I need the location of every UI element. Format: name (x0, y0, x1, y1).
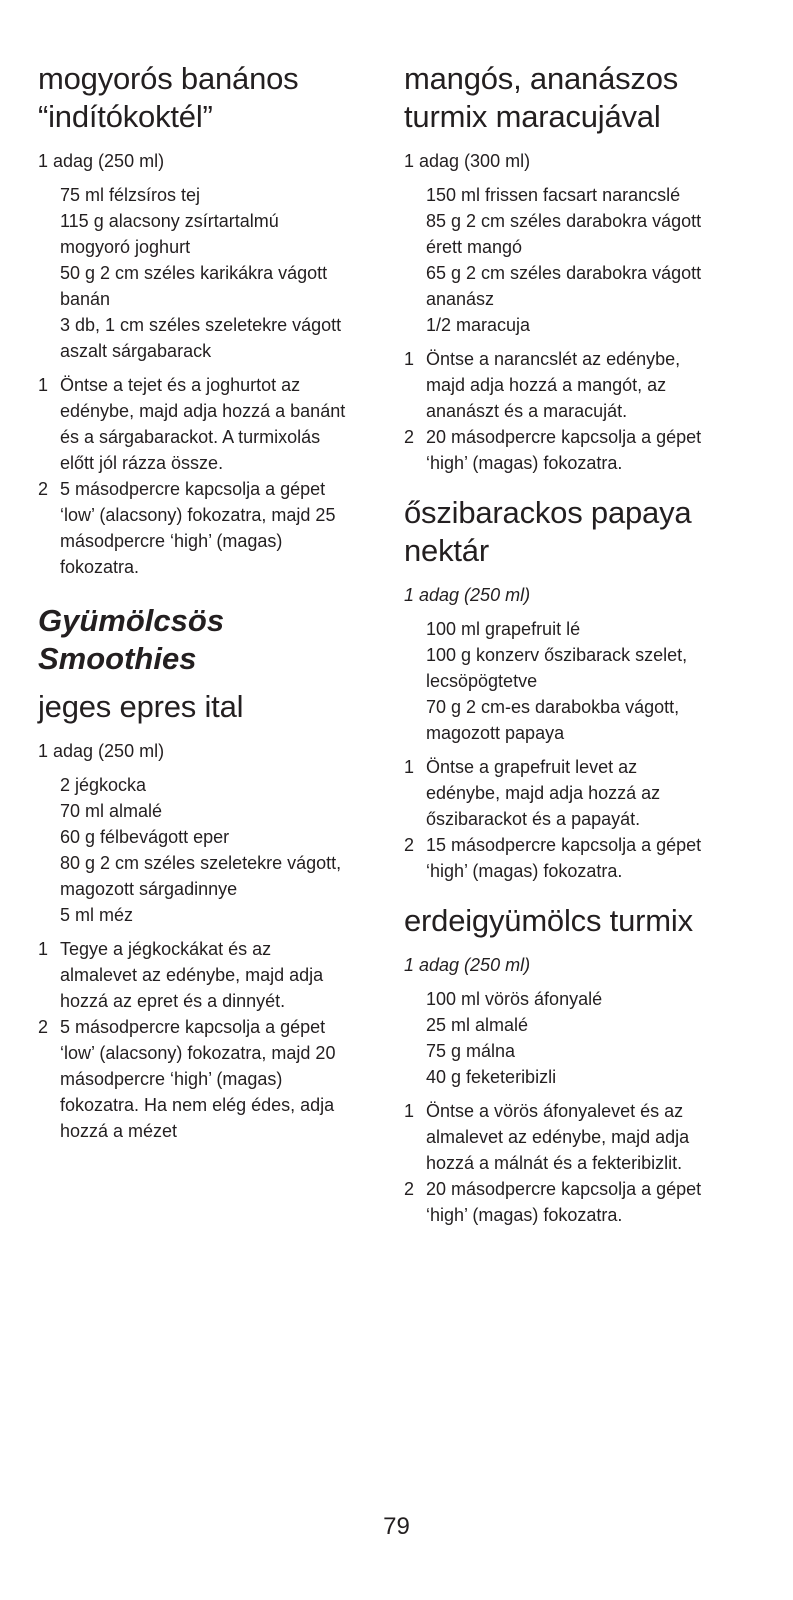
step-number: 1 (404, 1101, 415, 1121)
ingredient-line: 50 g 2 cm széles karikákra vágott (60, 263, 328, 283)
ingredient-line: 40 g feketeribizli (426, 1067, 557, 1087)
ingredient-list (404, 182, 749, 338)
step-text: 5 másodpercre kapcsolja a gépet ‘low’ (alacsony) fokozatra, majd 25 másodpercre ‘high’ (magas) fokozatra. (60, 479, 336, 577)
ingredient-line: magozott sárgadinnye (60, 879, 238, 899)
step-item (38, 936, 378, 1014)
step-number: 1 (38, 939, 49, 959)
step-list (404, 754, 749, 884)
step-text: 15 másodpercre kapcsolja a gépet ‘high’ (magas) fokozatra. (426, 835, 702, 881)
step-number: 2 (404, 427, 415, 447)
ingredient-list (404, 616, 749, 746)
step-number: 2 (404, 1179, 415, 1199)
ingredient-list (38, 182, 378, 364)
ingredient-line: 65 g 2 cm széles darabokra vágott (426, 263, 702, 283)
step-item (404, 832, 749, 884)
step-list (404, 1098, 749, 1228)
ingredient-line: 100 ml vörös áfonyalé (426, 989, 603, 1009)
step-item (38, 1014, 378, 1144)
step-number: 1 (38, 375, 49, 395)
step-text: Öntse a grapefruit levet az edénybe, majd adja hozzá az őszibarackot és a papayát. (426, 757, 661, 829)
ingredient-line: 25 ml almalé (426, 1015, 529, 1035)
recipe-title: jeges epres ital (38, 689, 244, 724)
ingredient-line: 1/2 maracuja (426, 315, 531, 335)
ingredient-line: mogyoró joghurt (60, 237, 191, 257)
serving-size: 1 adag (250 ml) (38, 151, 165, 171)
ingredient-line: érett mangó (426, 237, 523, 257)
ingredient-line: 75 ml félzsíros tej (60, 185, 201, 205)
ingredient-line: lecsöpögtetve (426, 671, 538, 691)
step-list (38, 372, 378, 580)
step-item (404, 1098, 749, 1176)
step-text: Öntse a tejet és a joghurtot az edénybe, majd adja hozzá a banánt és a sárgabarackot. A turmixolás előtt jól rázza össze. (60, 375, 346, 473)
ingredient-list (38, 772, 378, 928)
serving-size: 1 adag (300 ml) (404, 151, 531, 171)
recipe-erdeigyumolcs-turmix (404, 902, 749, 1228)
serving-size: 1 adag (250 ml) (404, 955, 531, 975)
step-text: Tegye a jégkockákat és az almalevet az edénybe, majd adja hozzá az epret és a dinnyét. (60, 939, 324, 1011)
step-number: 2 (38, 479, 49, 499)
right-column (404, 60, 749, 1246)
ingredient-line: 100 g konzerv őszibarack szelet, (426, 645, 688, 665)
section-title: Gyümölcsös Smoothies (38, 603, 225, 676)
step-item (404, 754, 749, 832)
step-item (404, 424, 749, 476)
ingredient-line: aszalt sárgabarack (60, 341, 212, 361)
ingredient-line: 70 g 2 cm-es darabokba vágott, (426, 697, 680, 717)
ingredient-list (404, 986, 749, 1090)
ingredient-line: 60 g félbevágott eper (60, 827, 230, 847)
step-text: 20 másodpercre kapcsolja a gépet ‘high’ (magas) fokozatra. (426, 1179, 702, 1225)
ingredient-line: 2 jégkocka (60, 775, 147, 795)
step-text: Öntse a vörös áfonyalevet és az almalevet az edénybe, majd adja hozzá a málnát és a fekteribizlit. (426, 1101, 690, 1173)
step-number: 1 (404, 349, 415, 369)
ingredient-line: 75 g málna (426, 1041, 516, 1061)
ingredient-line: ananász (426, 289, 495, 309)
recipe-oszibarackos-papaya (404, 494, 749, 884)
recipe-mangos-ananaszos (404, 60, 749, 476)
recipe-mogyoros-bananos (38, 60, 378, 580)
step-list (404, 346, 749, 476)
step-text: 20 másodpercre kapcsolja a gépet ‘high’ (magas) fokozatra. (426, 427, 702, 473)
step-list (38, 936, 378, 1144)
step-item (404, 1176, 749, 1228)
ingredient-line: 70 ml almalé (60, 801, 163, 821)
recipe-jeges-epres-ital (38, 688, 378, 1144)
recipe-title: mangós, ananászos turmix maracujával (404, 61, 679, 134)
ingredient-line: 85 g 2 cm széles darabokra vágott (426, 211, 702, 231)
step-number: 2 (404, 835, 415, 855)
ingredient-line: 115 g alacsony zsírtartalmú (60, 211, 279, 231)
ingredient-line: 3 db, 1 cm széles szeletekre vágott (60, 315, 342, 335)
recipe-title: erdeigyümölcs turmix (404, 903, 693, 938)
step-item (38, 476, 378, 580)
step-text: 5 másodpercre kapcsolja a gépet ‘low’ (alacsony) fokozatra, majd 20 másodpercre ‘high’ (magas) fokozatra. Ha nem elég édes, adja hozzá a mézet (60, 1017, 336, 1141)
serving-size: 1 adag (250 ml) (404, 585, 531, 605)
ingredient-line: magozott papaya (426, 723, 565, 743)
recipe-title: mogyorós banános “indítókoktél” (38, 61, 299, 134)
page-number: 79 (383, 1513, 410, 1540)
step-item (38, 372, 378, 476)
step-text: Öntse a narancslét az edénybe, majd adja hozzá a mangót, az ananászt és a maracuját. (426, 349, 681, 421)
step-number: 2 (38, 1017, 49, 1037)
serving-size: 1 adag (250 ml) (38, 741, 165, 761)
ingredient-line: 100 ml grapefruit lé (426, 619, 581, 639)
ingredient-line: 150 ml frissen facsart narancslé (426, 185, 681, 205)
ingredient-line: 80 g 2 cm széles szeletekre vágott, (60, 853, 342, 873)
recipe-title: őszibarackos papaya nektár (404, 495, 692, 568)
left-column (38, 60, 378, 1162)
step-number: 1 (404, 757, 415, 777)
ingredient-line: banán (60, 289, 111, 309)
ingredient-line: 5 ml méz (60, 905, 134, 925)
step-item (404, 346, 749, 424)
